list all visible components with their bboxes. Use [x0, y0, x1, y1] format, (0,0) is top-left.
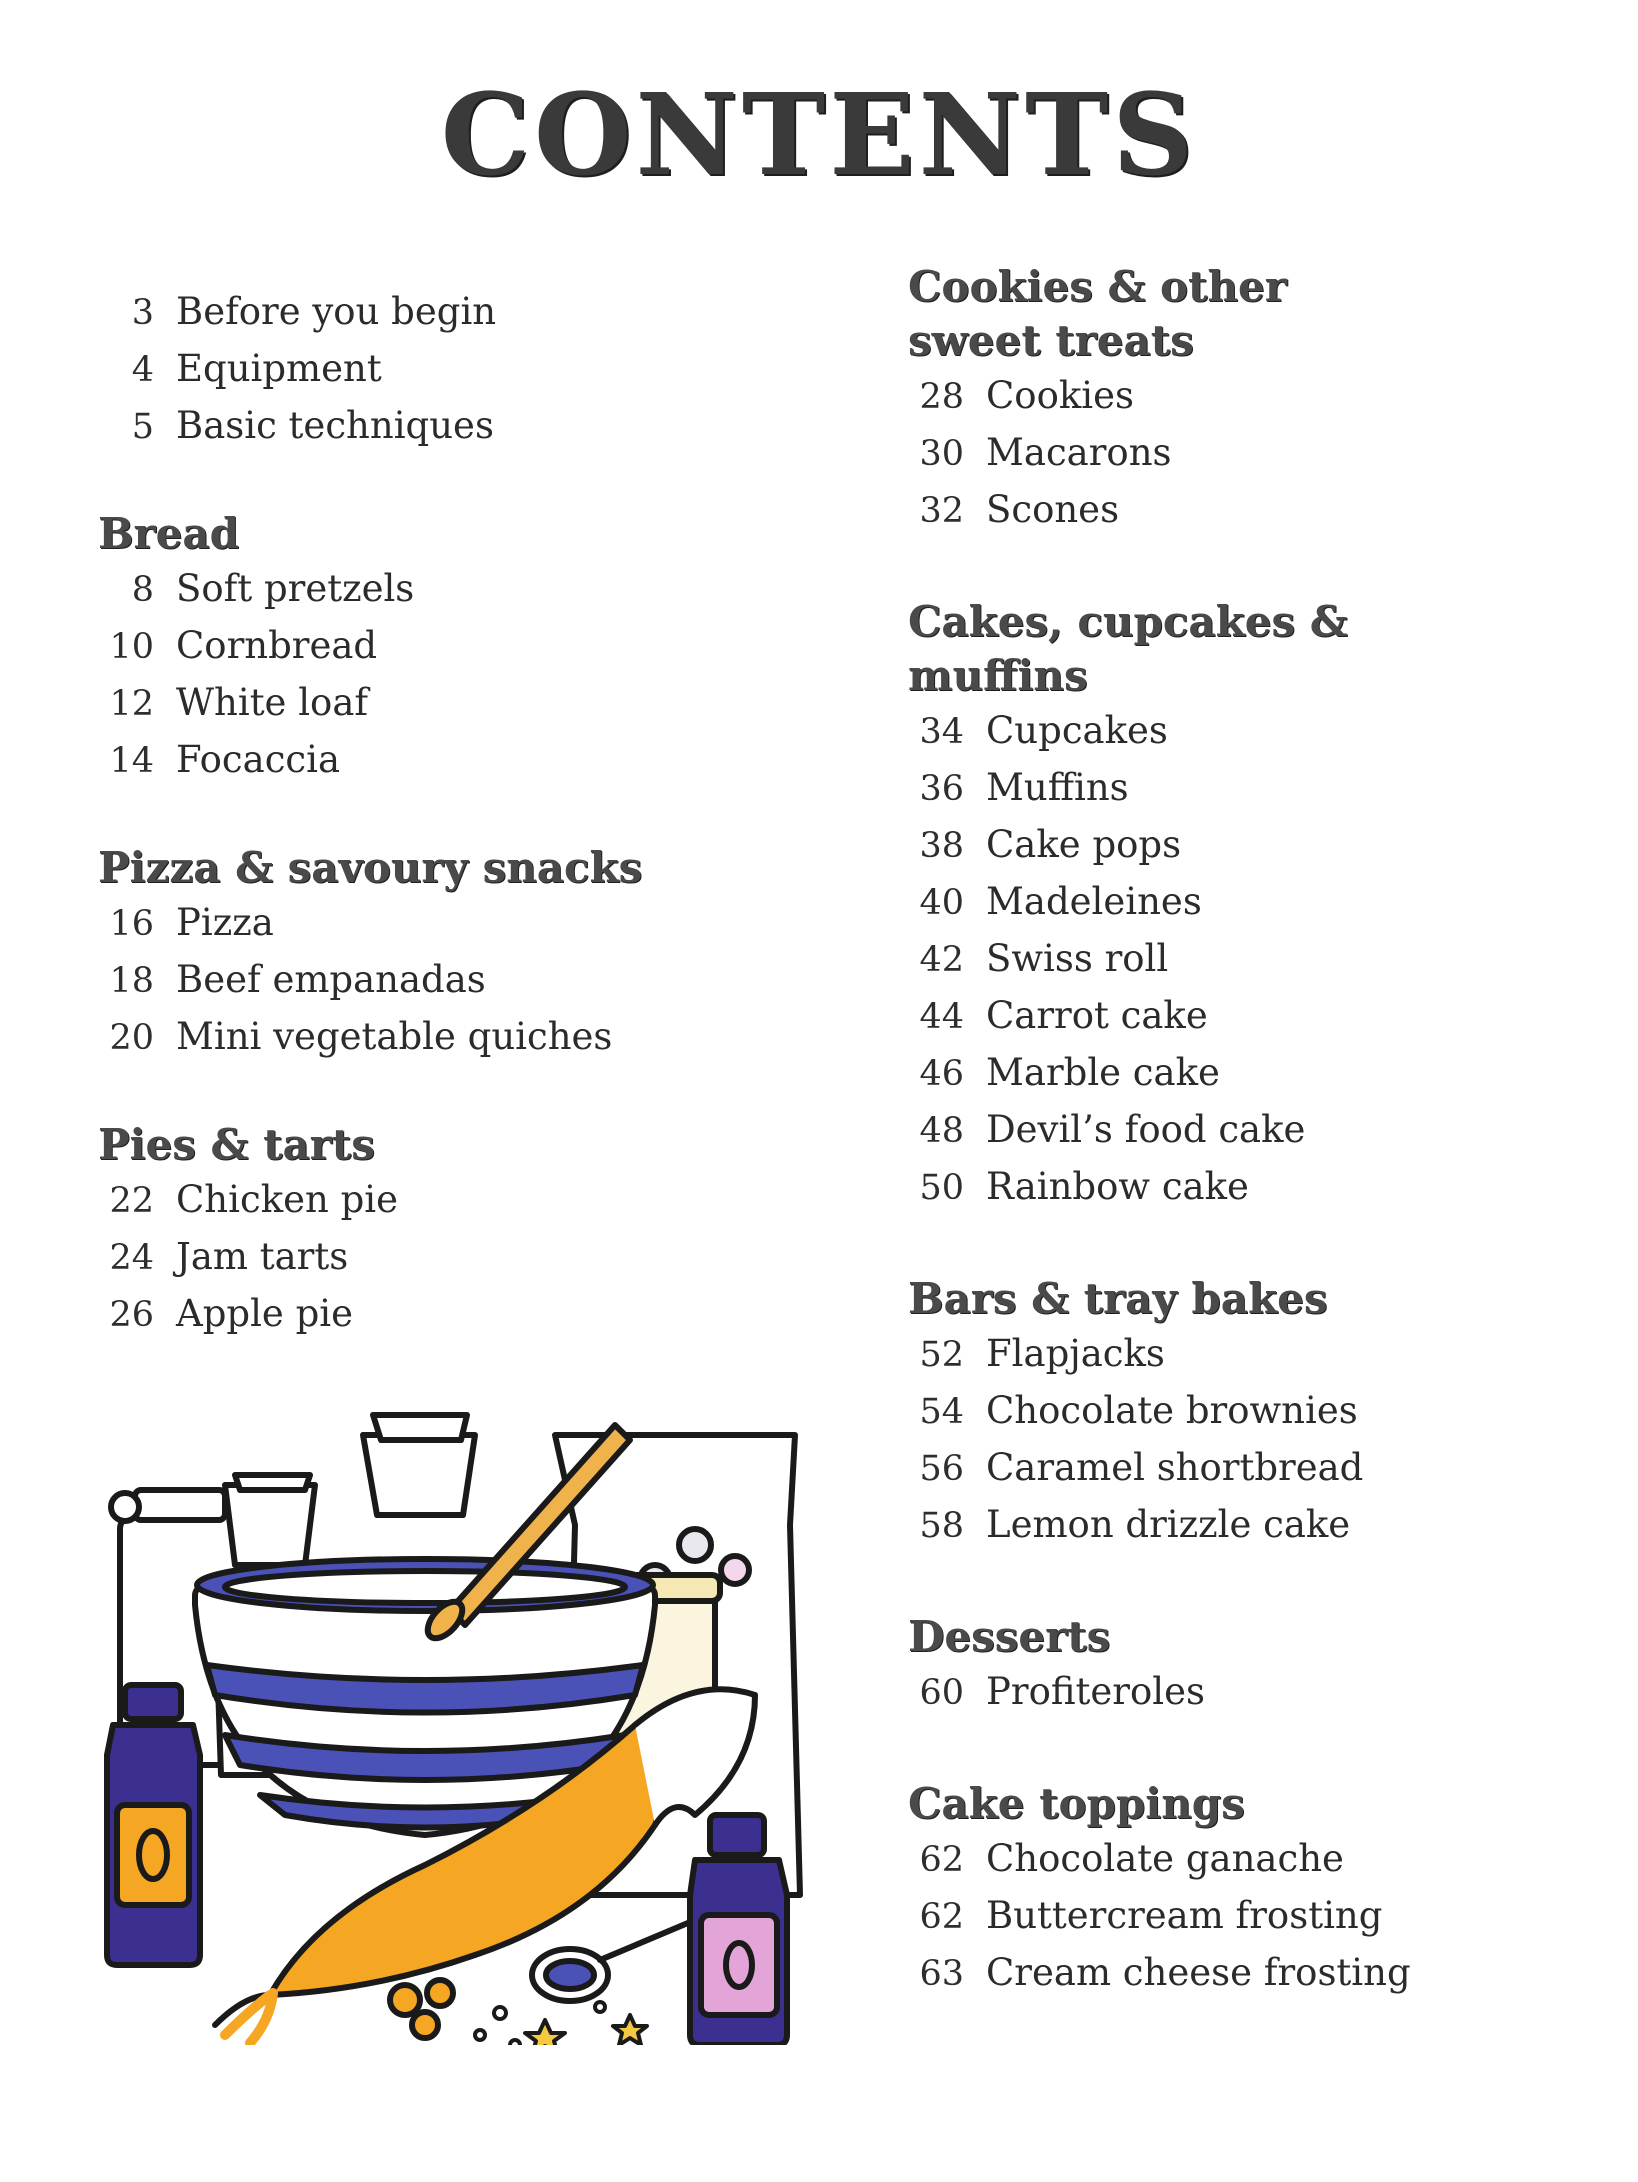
- entry-label: Cake pops: [986, 823, 1182, 866]
- entry-label: Cupcakes: [986, 709, 1168, 752]
- page-number: 12: [109, 684, 154, 724]
- page-number: 16: [109, 904, 154, 944]
- toc-entry[interactable]: [908, 937, 1548, 994]
- entry-label: Buttercream frosting: [986, 1894, 1383, 1937]
- page-number: 36: [919, 769, 964, 809]
- toc-entry[interactable]: [908, 880, 1548, 937]
- entry-label: White loaf: [176, 681, 369, 724]
- page-number: 54: [919, 1392, 964, 1432]
- toc-entry[interactable]: [908, 1837, 1548, 1894]
- section-heading: Desserts: [908, 1612, 1111, 1661]
- toc-entry[interactable]: [98, 681, 738, 738]
- section-bread: [98, 507, 738, 795]
- entry-label: Madeleines: [986, 880, 1202, 923]
- toc-entry[interactable]: [98, 290, 738, 347]
- page-number: 24: [109, 1238, 154, 1278]
- entry-label: Swiss roll: [986, 937, 1169, 980]
- entry-label: Beef empanadas: [176, 958, 486, 1001]
- toc-entry[interactable]: [98, 404, 738, 461]
- page-number: 56: [919, 1449, 964, 1489]
- icing-blob-icon: [390, 1980, 453, 2038]
- toc-entry[interactable]: [908, 431, 1548, 488]
- toc-entry[interactable]: [908, 1332, 1548, 1389]
- page-number: 62: [919, 1840, 964, 1880]
- vanilla-bottle-icon: [107, 1685, 200, 1965]
- entry-label: Muffins: [986, 766, 1129, 809]
- section-heading: Pies & tarts: [98, 1120, 375, 1169]
- entry-label: Flapjacks: [986, 1332, 1165, 1375]
- toc-entry[interactable]: [98, 624, 738, 681]
- section-pies: [98, 1118, 738, 1349]
- page-number: 8: [131, 570, 154, 610]
- page-number: 22: [109, 1181, 154, 1221]
- entry-label: Mini vegetable quiches: [176, 1015, 613, 1058]
- entry-label: Cookies: [986, 374, 1134, 417]
- toc-entry[interactable]: [908, 1389, 1548, 1446]
- entry-label: Profiteroles: [986, 1670, 1205, 1713]
- toc-entry[interactable]: [98, 567, 738, 624]
- entry-label: Jam tarts: [176, 1235, 349, 1278]
- entry-label: Chocolate brownies: [986, 1389, 1358, 1432]
- page-number: 34: [919, 712, 964, 752]
- entry-label: Carrot cake: [986, 994, 1208, 1037]
- toc-entry[interactable]: [98, 347, 738, 404]
- entry-label: Rainbow cake: [986, 1165, 1249, 1208]
- toc-entry[interactable]: [98, 1178, 738, 1235]
- section-desserts: [908, 1610, 1548, 1727]
- toc-entry[interactable]: [98, 1292, 738, 1349]
- toc-entry[interactable]: [908, 374, 1548, 431]
- toc-entry[interactable]: [98, 958, 738, 1015]
- toc-entry[interactable]: [908, 1670, 1548, 1727]
- toc-entry[interactable]: [908, 823, 1548, 880]
- page-number: 30: [919, 434, 964, 474]
- page-number: 20: [109, 1018, 154, 1058]
- toc-entry[interactable]: [908, 1108, 1548, 1165]
- sprinkles-icon: [475, 2002, 647, 2045]
- page-number: 58: [919, 1506, 964, 1546]
- entry-label: Cream cheese frosting: [986, 1951, 1411, 1994]
- entry-label: Focaccia: [176, 738, 341, 781]
- section-heading: Cakes, cupcakes & muffins: [908, 597, 1348, 700]
- page-number: 63: [919, 1954, 964, 1994]
- page-number: 46: [919, 1054, 964, 1094]
- section-cakes: [908, 595, 1548, 1222]
- section-heading: Cookies & other sweet treats: [908, 262, 1287, 365]
- toc-entry[interactable]: [908, 1894, 1548, 1951]
- baking-illustration: [95, 1395, 835, 2045]
- entry-label: Before you begin: [176, 290, 497, 333]
- page-number: 62: [919, 1897, 964, 1937]
- page-number: 14: [109, 741, 154, 781]
- section-pizza: [98, 841, 738, 1072]
- page-number: 48: [919, 1111, 964, 1151]
- page-number: 10: [109, 627, 154, 667]
- section-heading: Bars & tray bakes: [908, 1274, 1328, 1323]
- section-toppings: [908, 1777, 1548, 2008]
- entry-label: Apple pie: [176, 1292, 353, 1335]
- toc-entry[interactable]: [908, 994, 1548, 1051]
- toc-entry[interactable]: [908, 1051, 1548, 1108]
- toc-entry[interactable]: [98, 738, 738, 795]
- toc-entry[interactable]: [98, 1015, 738, 1072]
- entry-label: Chicken pie: [176, 1178, 399, 1221]
- toc-entry[interactable]: [98, 1235, 738, 1292]
- page-number: 52: [919, 1335, 964, 1375]
- entry-label: Macarons: [986, 431, 1172, 474]
- intro-section: [98, 290, 738, 461]
- page-number: 40: [919, 883, 964, 923]
- entry-label: Lemon drizzle cake: [986, 1503, 1351, 1546]
- page-number: 50: [919, 1168, 964, 1208]
- toc-entry[interactable]: [908, 488, 1548, 545]
- section-cookies: [908, 260, 1548, 545]
- section-heading: Pizza & savoury snacks: [98, 843, 643, 892]
- toc-entry[interactable]: [908, 1951, 1548, 2008]
- page-number: 60: [919, 1673, 964, 1713]
- toc-entry[interactable]: [908, 1503, 1548, 1560]
- page-number: 42: [919, 940, 964, 980]
- entry-label: Equipment: [176, 347, 382, 390]
- entry-label: Pizza: [176, 901, 274, 944]
- entry-label: Basic techniques: [176, 404, 494, 447]
- contents-right-column: [908, 260, 1548, 2008]
- section-heading: Cake toppings: [908, 1779, 1245, 1828]
- page-number: 26: [109, 1295, 154, 1335]
- toc-entry[interactable]: [908, 766, 1548, 823]
- entry-label: Caramel shortbread: [986, 1446, 1364, 1489]
- page-number: 4: [131, 350, 154, 390]
- page-number: 5: [131, 407, 154, 447]
- page-number: 44: [919, 997, 964, 1037]
- page-number: 32: [919, 491, 964, 531]
- page-title: CONTENTS: [440, 70, 1198, 201]
- measuring-spoon-icon: [532, 1920, 695, 2001]
- entry-label: Marble cake: [986, 1051, 1220, 1094]
- toc-entry[interactable]: [908, 709, 1548, 766]
- entry-label: Scones: [986, 488, 1120, 531]
- toc-entry[interactable]: [908, 1165, 1548, 1222]
- page-number: 18: [109, 961, 154, 1001]
- entry-label: Cornbread: [176, 624, 378, 667]
- entry-label: Devil’s food cake: [986, 1108, 1306, 1151]
- entry-label: Soft pretzels: [176, 567, 415, 610]
- section-bars: [908, 1272, 1548, 1560]
- section-heading: Bread: [98, 509, 239, 558]
- page-number: 3: [131, 293, 154, 333]
- toc-entry[interactable]: [98, 901, 738, 958]
- entry-label: Chocolate ganache: [986, 1837, 1344, 1880]
- page-number: 38: [919, 826, 964, 866]
- toc-entry[interactable]: [908, 1446, 1548, 1503]
- page-number: 28: [919, 377, 964, 417]
- contents-left-column: [98, 290, 738, 1349]
